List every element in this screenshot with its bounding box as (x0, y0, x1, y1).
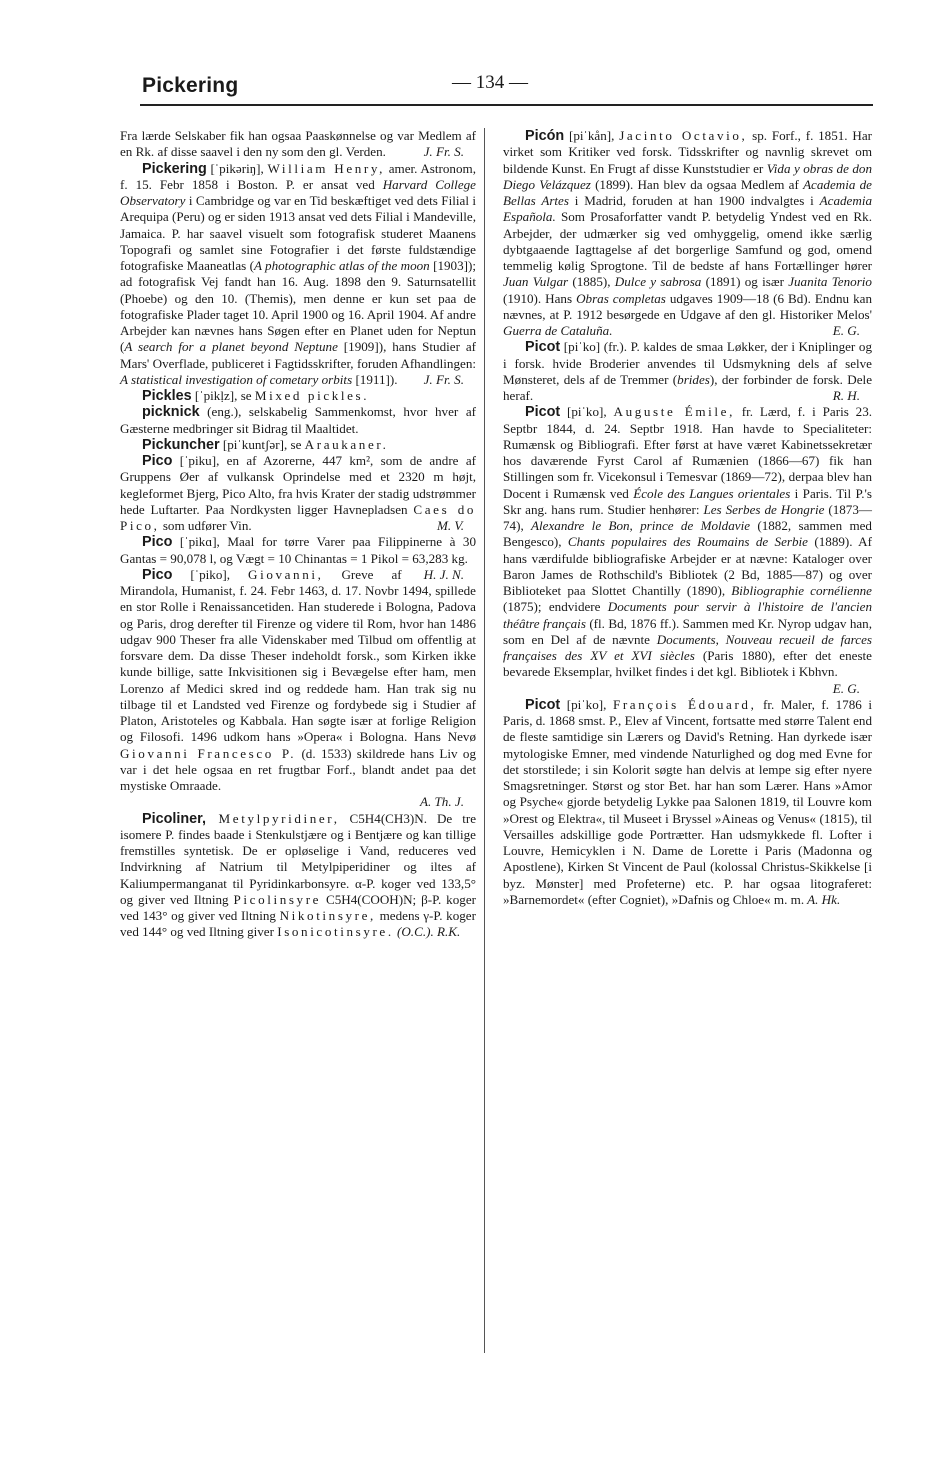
signature: R. H. (832, 388, 860, 403)
entry-text: Greve af Mirandola, Humanist, f. 24. Febr 1463, d. 17. Novbr 1494, spillede en stor Rolle i Renaissancetiden. Han studerede i Bologna, Padova og Paris, drog derefter til Firenze og videre til Rom, hvor han 1486 udgav 900 Theser fra alle Videnskaber med Tilbud om offentlig at forsvare dem. Da disse Theser indeholdt forsk., som Kirken ikke kunde billige, satte Inkvisitionen sig i Bevægelse efter ham, men Lorenzo af Medici skred ind og reddede ham. Han trak sig nu tilbage til et Landsted ved Firenze og fordybede sig i Studier af Platon, Aristoteles og Kabbala. Han søgte især at forlige Religion og Filosofi. 1496 udkom hans »Opera« i Bologna. Hans Nevø (120, 566, 476, 745)
entry-pickuncher (120, 437, 476, 453)
headword: Pickuncher (142, 436, 220, 453)
signature: H. J. N. (423, 566, 464, 582)
entry-picoliner (120, 811, 476, 941)
italic-title: A search for a planet beyond Neptune (124, 339, 338, 355)
entry-picot-francois (503, 697, 872, 908)
entry-picot-auguste (503, 404, 872, 697)
italic-title: A photographic atlas of the moon (253, 258, 430, 273)
entry-picon (503, 128, 872, 339)
signature: J. Fr. S. (423, 371, 464, 387)
page-number: — 134 — (452, 72, 528, 93)
headword: Picot (525, 696, 561, 713)
headword: Picón (525, 128, 565, 144)
pronunciation: [piˈko], (560, 696, 613, 712)
pronunciation: [piˈkån], (564, 128, 620, 143)
italic-title: Dulce y sabrosa (614, 274, 702, 290)
italic-title: École des Langues orientales (633, 485, 791, 501)
entry-text: (1910). Hans (503, 290, 577, 306)
italic-title: Les Serbes de Hongrie (703, 501, 825, 517)
term: Picolinsyre (233, 891, 322, 907)
entry-text: i Paris. Til P.'s Skr ang. hans rum. Studier henhører: (503, 485, 873, 517)
headword: Pickering (142, 160, 207, 177)
entry-text: (1885), (568, 274, 615, 290)
italic-title: Documents, Nouveau recueil de farces françaises des XV et XVI siècles (503, 631, 872, 663)
italic-title: Alexandre le Bon, prince de Moldavie (531, 518, 751, 533)
entry-text: fr. Maler, f. 1786 i Paris, d. 1868 smst. P., Elev af Vincent, fortsatte med større Talent end de fleste samtidige sin Lærers og David's Retning. Han dyrkede især mytologiske Emner, med vindende Naturlighed og dog med Evne for det storstilede; i sin Kolorit søgte han delvis at lempe sig efter nyere Smagsretninger. Størst og stor Bet. har han som Lærer. Hans »Amor og Psyche« gjorde betydelig Lykke paa Salonen 1819, til Louvre kom »Orest og Elektra«, til Museet i Bryssel »Aineas og Venus« (1815), til Versailles adskillige gode Portrætter. Han udsmykkede fl. Lofter i Louvre, Hemicyklen i N. Dame de Lorette i Paris (Madonna og Apostlene), Kirken St Vincent de Paul (kolossal Christus-Skikkelse [i byz. Mønster] med Profeterne) etc. P. har ogsaa litograferet: »Barnemordet« (efter Cogniet), »Dafnis og Chloe« m. m. (503, 696, 872, 907)
entry-text: som udfører Vin. (159, 518, 252, 533)
formula: C5H4(CH3)N. (339, 810, 428, 826)
entry-text: [ˈpiku], en af Azorerne, 447 km², som de andre af Gruppens Øer af vulkansk Oprindelse med et 2320 m højt, kegleformet Bjerg, Pico Alto, fra hvis Krater der stadig udstrømmer hede Luftarter. Paa Nordkysten ligger Havnepladsen (120, 453, 476, 517)
pronunciation: [piˈko], (560, 404, 614, 420)
cross-reference: Mixed pickles. (254, 388, 370, 403)
entry-text: (1889). Af hans værdifulde bibliografiske Arbejder er at nævne: Kataloger over Baron James de Rothschild's Bibliotek (2 Bd, 1885—87) og over Biblioteket paa Slottet Chantilly (1890), (503, 534, 873, 598)
headword: Pickles (142, 388, 192, 404)
entry-text: [1911]). (352, 371, 398, 387)
entry-text: [ˈpikḷz], se (191, 388, 255, 403)
column-divider (484, 128, 485, 1353)
signature: M. V. (436, 518, 464, 533)
italic-title: Academia de Bellas Artes (503, 176, 872, 208)
entry-text: udgaves 1909—18 (6 Bd). Endnu kan nævnes, at P. 1912 besørgede en Udgave af den gl. Historiker Melos' (503, 290, 872, 322)
entry-text: (1891) og især (701, 274, 789, 290)
italic-title: Harvard College Observatory (120, 176, 476, 208)
italic-title: A statistical investigation of cometary orbits (120, 371, 353, 387)
person-name: William Henry, (267, 160, 386, 176)
entry-continuation (120, 128, 476, 161)
italic-title: Documents pour servir à l'histoire de l'ancien théâtre français (503, 599, 872, 631)
entry-text: [piˈkuntʃər], se (219, 436, 305, 452)
entry-text: ), der forbinder de forsk. Dele heraf. (503, 371, 873, 403)
entry-pico-giovanni (120, 567, 476, 811)
signature: J. Fr. S. (423, 144, 464, 160)
headword: Picot (525, 404, 561, 421)
entry-text: De tre isomere P. findes baade i Stenkulstjære og i Bentjære og kan tillige fremstilles syntetisk. De er opløselige i Vand, reduceres ved Indvirkning af Natrium til Metylpiperidiner og iltes af Kaliumpermanganat til Pyridinkarbonsyre. α-P. koger ved 133,5° og giver ved Iltning (120, 810, 476, 907)
entry-text: (1873—74), (503, 501, 872, 533)
italic-title: Obras completas (576, 290, 666, 306)
italic-title: Juan Vulgar (503, 274, 569, 290)
italic-title: Vida y obras de don Diego Velázquez (503, 160, 872, 192)
entry-text: medens γ-P. koger ved 144° og ved Iltning giver (120, 908, 476, 940)
italic-title: Bibliographie cornélienne (731, 583, 872, 598)
signature: A. Hk. (804, 891, 841, 907)
entry-pico-azores (120, 453, 476, 534)
signature: (O.C.). R.K. (393, 924, 461, 940)
person-name: Jacinto Octavio, (619, 128, 748, 143)
entry-text: (d. 1533) skildrede hans Liv og var i det hele ogsaa en ret frugtbar Forf., blandt andet paa det mystiske Omraade. (120, 745, 476, 793)
entry-pickles (120, 388, 476, 404)
entry-picknick (120, 404, 476, 437)
headword: Picoliner, (142, 810, 206, 827)
italic-term: brides (677, 371, 710, 387)
header-rule (140, 104, 873, 106)
entry-text: amer. Astronom, f. 15. Febr 1858 i Boston. P. er ansat ved (120, 160, 476, 192)
place-name: Caes do Pico, (120, 501, 476, 533)
term: Nikotinsyre, (279, 908, 376, 923)
italic-title: Academia Española. (503, 193, 873, 225)
running-head-word: Pickering (142, 74, 239, 97)
term: Metylpyridiner, (206, 810, 340, 826)
headword: Pico (142, 453, 173, 469)
italic-title: Chants populaires des Roumains de Serbie (567, 534, 808, 550)
entry-text: i Madrid, foruden at han 1900 indvalgtes i (568, 193, 820, 208)
entry-text: [piˈko] (fr.). P. kaldes de smaa Løkker, der i Kniplinger og i forsk. hvide Broderier anvendes til Udsmykning dels af selve Mønsteret, dels af de Tremmer ( (503, 339, 872, 387)
entry-text: C5H4(COOH)N; β-P. koger ved 143° og giver ved Iltning (120, 891, 476, 923)
entry-text: [1909]), hans Studier af Mars' Overflade, publiceret i Fagtidsskrifter, foruden Afhandlingen: (120, 339, 477, 371)
right-column (503, 128, 872, 908)
headword: Pico (142, 566, 173, 583)
entry-text: (Paris 1880), efter det eneste bevarede Eksemplar, hvilket findes i det kgl. Bibliotek i Kbhvn. (503, 648, 872, 680)
headword: Pico (142, 534, 173, 551)
entry-text: (fl. Bd, 1876 ff.). Sammen med Kr. Nyrop udgav han, som en Del af de nævnte (503, 615, 872, 647)
cross-reference: Araukaner. (304, 436, 389, 452)
italic-title: Guerra de Cataluña. (503, 323, 613, 338)
person-name: François Édouard, (612, 696, 757, 712)
pronunciation: [ˈpiko], (172, 566, 249, 582)
entry-picot-lace (503, 339, 872, 404)
person-name: Giovanni Francesco P. (120, 745, 297, 761)
entry-text: (1899). Han blev da ogsaa Medlem af (590, 176, 804, 192)
entry-text: sp. Forf., f. 1851. Har virket som Kritiker ved forsk. Tidsskrifter og navnlig skrevet om bildende Kunst. En Frugt af disse Kunststudier er (503, 128, 872, 176)
person-name: Giovanni, (248, 566, 324, 582)
signature: E. G. (832, 680, 860, 696)
entry-text: fr. Lærd, f. i Paris 23. Septbr 1844, d. 24. Septbr 1918. Han havde to Specialiteter: Rumænsk og Bibliografi. Efter først at have været Kabinetssekretær hos daværende Fyrst Carol af Rumænien (1866—67) fik han Stillingen som fr. Vicekonsul i Temesvar (1869—72), derpaa blev han Docent i Rumænsk ved (503, 404, 873, 501)
entry-text: [1903]); ad fotografisk Vej fandt han 16. Aug. 1898 den 9. Saturnsatellit (Phoebe) og den 10. (Themis), men denne er kun set paa de fotografiske Plader taget 10. April 1900 og 16. April 1904. Af andre Arbejder kan nævnes hans Søgen efter en Planet uden for Neptun ( (120, 258, 476, 355)
pronunciation: [ˈpikəriŋ], (206, 160, 268, 176)
entry-text: (1875); endvidere (503, 599, 608, 615)
signature: E. G. (832, 323, 860, 338)
left-column (120, 128, 476, 941)
entry-text: Fra lærde Selskaber fik han ogsaa Paaskønnelse og var Medlem af en Rk. af disse saavel i den ny som den gl. Verden. (120, 128, 476, 160)
entry-pickering (120, 161, 476, 389)
headword: picknick (142, 404, 200, 421)
term: Isonicotinsyre. (277, 924, 394, 940)
entry-text: (1882, sammen med Bengesco), (503, 518, 872, 550)
person-name: Auguste Émile, (613, 404, 735, 420)
entry-text: [ˈpikɑ], Maal for tørre Varer paa Filippinerne à 30 Gantas = 90,078 l, og Vægt = 10 Chinantas = 1 Pikol = 63,283 kg. (120, 534, 476, 566)
italic-title: Juanita Tenorio (788, 274, 872, 290)
entry-text: (eng.), selskabelig Sammenkomst, hvor hver af Gæsterne medbringer sit Bidrag til Maaltidet. (120, 404, 476, 436)
signature: A. Th. J. (419, 794, 464, 810)
headword: Picot (525, 339, 561, 356)
entry-text: Som Prosaforfatter vandt P. betydelig Yndest ved en Rk. Arbejder, der udmærker sig ved omhyggelig, omend ikke særlig dybtgaaende Iagttagelse af det borgerlige Samfund og god, omend temmelig kølig Sprogtone. Til de bedste af hans Fortællinger hører (503, 209, 872, 273)
entry-text: i Cambridge og var en Tid beskæftiget ved dets Filial i Arequipa (Peru) og er siden 1913 ansat ved dets Filial i Mandeville, Jamaica. P. har saavel visuelt som fotografisk studeret Maanens Topografi og samlet sine Fotografier i det første fuldstændige fotografiske Maaneatlas ( (120, 193, 476, 273)
